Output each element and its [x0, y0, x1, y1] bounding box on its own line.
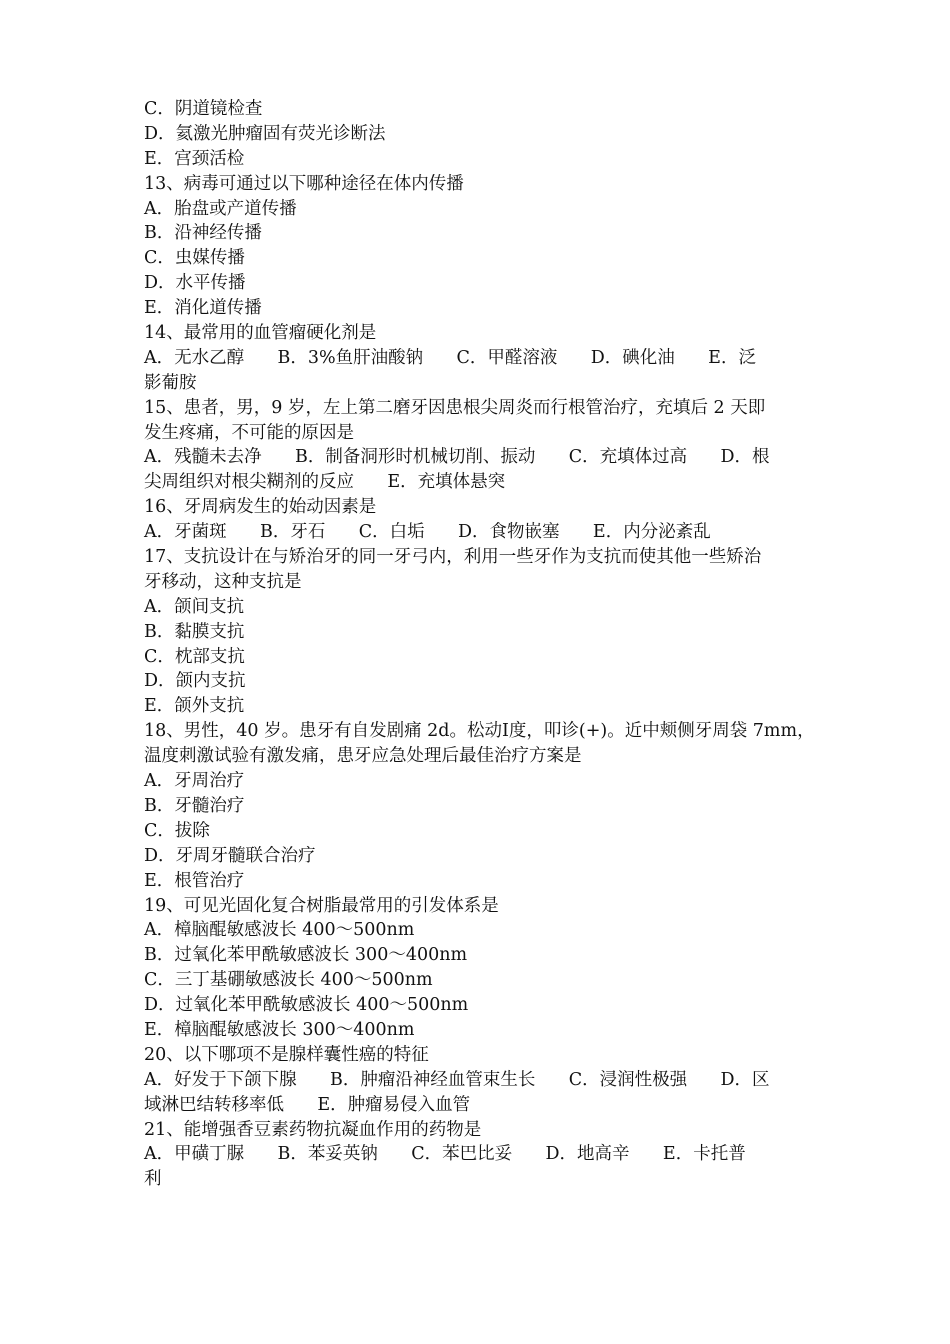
option-line: A．无水乙醇 B．3%鱼肝油酸钠 C．甲醛溶液 D．碘化油 E．泛 — [144, 347, 756, 368]
option-line: A．残髓未去净 B．制备洞形时机械切削、振动 C．充填体过高 D．根 — [144, 447, 770, 468]
option-line: B．牙髓治疗 — [144, 795, 245, 816]
option-line: A．颌间支抗 — [144, 596, 245, 617]
option-line: E．颌外支抗 — [144, 696, 245, 717]
option-line: E．消化道传播 — [144, 298, 262, 319]
option-line: 影葡胺 — [144, 372, 197, 393]
option-line: D．颌内支抗 — [144, 671, 246, 692]
option-line: B．黏膜支抗 — [144, 621, 245, 642]
question-19: 19、可见光固化复合树脂最常用的引发体系是 — [144, 895, 499, 916]
option-line: A．胎盘或产道传播 — [144, 198, 297, 219]
option-line: B．沿神经传播 — [144, 223, 262, 244]
question-20: 20、以下哪项不是腺样囊性癌的特征 — [144, 1044, 429, 1065]
question-13: 13、病毒可通过以下哪种途径在体内传播 — [144, 173, 464, 194]
option-line: C．三丁基硼敏感波长 400～500nm — [144, 970, 433, 991]
option-line: D．过氧化苯甲酰敏感波长 400～500nm — [144, 995, 469, 1016]
text-line: E．宫颈活检 — [144, 148, 245, 169]
option-line: C．拔除 — [144, 820, 210, 841]
option-line: B．过氧化苯甲酰敏感波长 300～400nm — [144, 945, 468, 966]
question-17-cont: 牙移动，这种支抗是 — [144, 571, 302, 592]
question-14: 14、最常用的血管瘤硬化剂是 — [144, 323, 377, 344]
option-line: 利 — [144, 1169, 162, 1190]
option-line: E．根管治疗 — [144, 870, 245, 891]
option-line: 尖周组织对根尖糊剂的反应 E．充填体悬突 — [144, 472, 506, 493]
option-line: C．枕部支抗 — [144, 646, 245, 667]
option-line: A．牙菌斑 B．牙石 C．白垢 D．食物嵌塞 E．内分泌紊乱 — [144, 522, 711, 543]
option-line: A．樟脑醌敏感波长 400～500nm — [144, 920, 415, 941]
question-15-cont: 发生疼痛，不可能的原因是 — [144, 422, 354, 443]
option-line: C．虫媒传播 — [144, 248, 245, 269]
question-17: 17、支抗设计在与矫治牙的同一牙弓内，利用一些牙作为支抗而使其他一些矫治 — [144, 547, 762, 568]
question-15: 15、患者，男，9 岁，左上第二磨牙因患根尖周炎而行根管治疗，充填后 2 天即 — [144, 397, 766, 418]
document-page — [144, 97, 815, 1192]
text-line: D．氦激光肿瘤固有荧光诊断法 — [144, 123, 386, 144]
question-18-cont: 温度刺激试验有激发痛，患牙应急处理后最佳治疗方案是 — [144, 746, 582, 767]
option-line: A．好发于下颌下腺 B．肿瘤沿神经血管束生长 C．浸润性极强 D．区 — [144, 1069, 770, 1090]
option-line: A．牙周治疗 — [144, 771, 245, 792]
question-18: 18、男性，40 岁。患牙有自发剧痛 2d。松动Ⅰ度，叩诊(+)。近中颊侧牙周袋 7mm， — [144, 721, 815, 742]
question-16: 16、牙周病发生的始动因素是 — [144, 497, 377, 518]
option-line: 域淋巴结转移率低 E．肿瘤易侵入血管 — [144, 1094, 471, 1115]
question-21: 21、能增强香豆素药物抗凝血作用的药物是 — [144, 1119, 482, 1140]
option-line: D．水平传播 — [144, 273, 246, 294]
option-line: D．牙周牙髓联合治疗 — [144, 845, 316, 866]
text-line: C．阴道镜检查 — [144, 99, 263, 119]
option-line: A．甲磺丁脲 B．苯妥英钠 C．苯巴比妥 D．地高辛 E．卡托普 — [144, 1144, 746, 1165]
option-line: E．樟脑醌敏感波长 300～400nm — [144, 1019, 415, 1040]
